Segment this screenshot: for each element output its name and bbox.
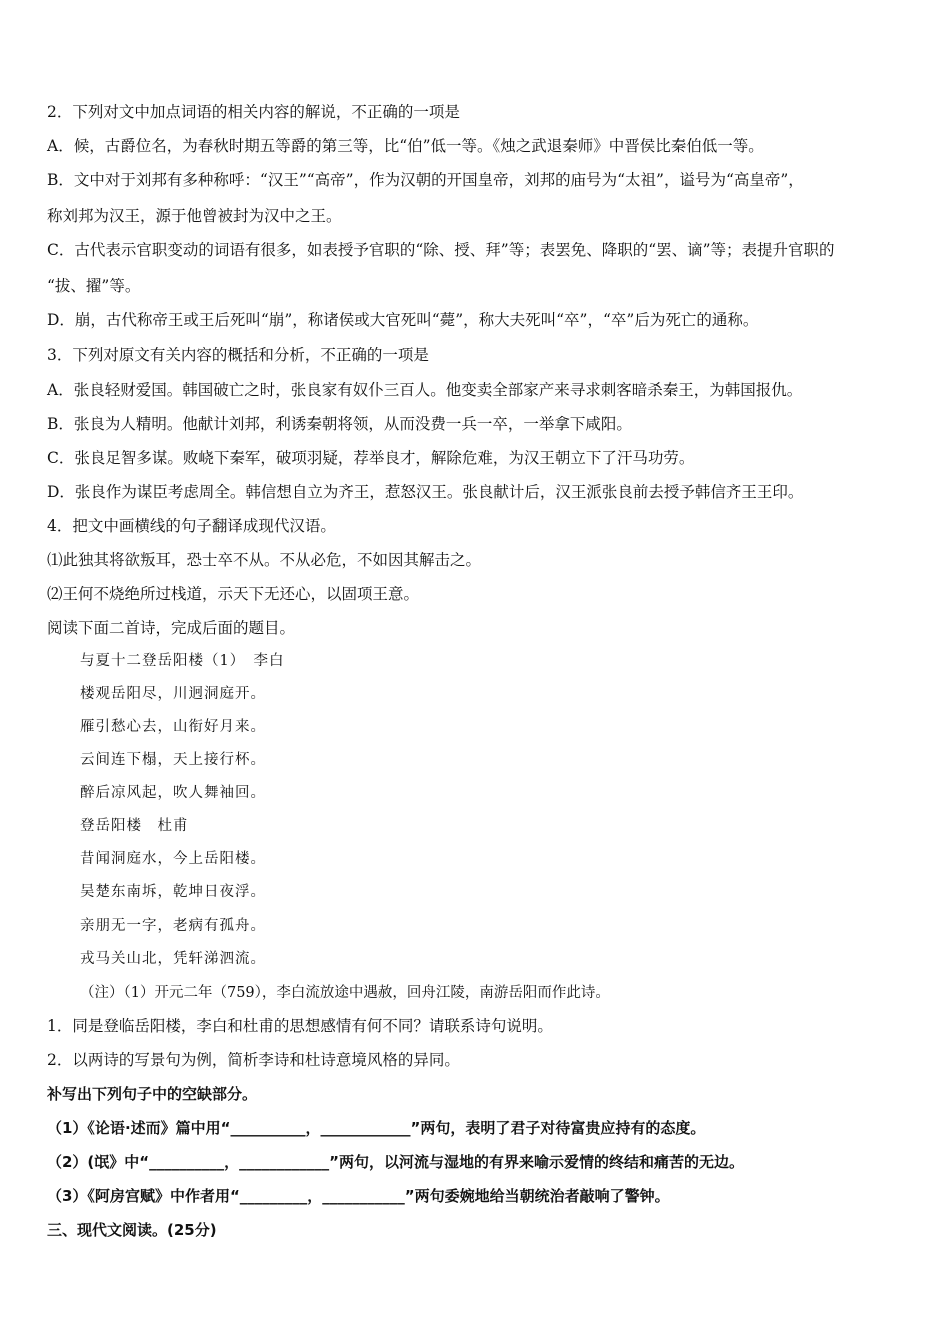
section-3-heading: 三、现代文阅读。(25分)	[47, 1221, 217, 1239]
poem1-title: 与夏十二登岳阳楼（1） 李白	[80, 653, 285, 669]
q4-stem: 4．把文中画横线的句子翻译成现代汉语。	[47, 517, 336, 535]
q2-option-a: A．候，古爵位名，为春秋时期五等爵的第三等，比“伯”低一等。《烛之武退秦师》中晋侯比秦伯低一等。	[47, 137, 764, 155]
poem-note: （注）（1）开元二年（759），李白流放途中遇赦，回舟江陵，南游岳阳而作此诗。	[80, 985, 610, 1001]
q3-option-a: A．张良轻财爱国。韩国破亡之时，张良家有奴仆三百人。他变卖全部家产来寻求刺客暗杀秦王，为韩国报仇。	[47, 381, 803, 399]
poetry-question-1: 1．同是登临岳阳楼，李白和杜甫的思想感情有何不同？请联系诗句说明。	[47, 1017, 553, 1035]
fill-item-3: （3）《阿房宫赋》中作者用“_________，___________”两句委婉地给当朝统治者敲响了警钟。	[47, 1187, 670, 1205]
poetry-intro: 阅读下面二首诗，完成后面的题目。	[47, 619, 296, 637]
q3-option-c: C．张良足智多谋。败峣下秦军，破项羽疑，荐举良才，解除危难，为汉王朝立下了汗马功劳。	[47, 449, 695, 467]
q2-option-b-cont: 称刘邦为汉王，源于他曾被封为汉中之王。	[47, 207, 342, 225]
poem2-line: 亲朋无一字，老病有孤舟。	[80, 918, 266, 934]
q2-stem: 2．下列对文中加点词语的相关内容的解说，不正确的一项是	[47, 103, 460, 121]
poem2-line: 吴楚东南坼，乾坤日夜浮。	[80, 884, 266, 900]
poem2-line: 戎马关山北，凭轩涕泗流。	[80, 951, 266, 967]
q3-option-b: B．张良为人精明。他献计刘邦，利诱秦朝将领，从而没费一兵一卒，一举拿下咸阳。	[47, 415, 632, 433]
q2-option-b: B．文中对于刘邦有多种称呼：“汉王”“高帝”，作为汉朝的开国皇帝，刘邦的庙号为“太祖”，谥号为“高皇帝”，	[47, 171, 804, 189]
poem1-line: 楼观岳阳尽，川迥洞庭开。	[80, 686, 266, 702]
q2-option-c: C．古代表示官职变动的词语有很多，如表授予官职的“除、授、拜”等；表罢免、降职的“罢、谪”等；表提升官职的	[47, 241, 835, 259]
poetry-question-2: 2．以两诗的写景句为例，简析李诗和杜诗意境风格的异同。	[47, 1051, 460, 1069]
q2-option-c-cont: “拔、擢”等。	[47, 277, 141, 295]
q4-sentence-2: ⑵王何不烧绝所过栈道，示天下无还心，以固项王意。	[47, 585, 420, 603]
fill-heading: 补写出下列句子中的空缺部分。	[47, 1085, 258, 1103]
q3-option-d: D．张良作为谋臣考虑周全。韩信想自立为齐王，惹怒汉王。张良献计后，汉王派张良前去授予韩信齐王王印。	[47, 483, 804, 501]
q3-stem: 3．下列对原文有关内容的概括和分析，不正确的一项是	[47, 346, 429, 364]
poem1-line: 醉后凉风起，吹人舞袖回。	[80, 785, 266, 801]
poem2-title: 登岳阳楼 杜甫	[80, 818, 189, 834]
q2-option-d: D．崩，古代称帝王或王后死叫“崩”，称诸侯或大官死叫“薨”，称大夫死叫“卒”，“卒”后为死亡的通称。	[47, 311, 759, 329]
poem1-line: 云间连下榻，天上接行杯。	[80, 752, 266, 768]
fill-item-2: （2）(氓》中“__________，____________”两句，以河流与湿地的有界来喻示爱情的终结和痛苦的无边。	[47, 1153, 745, 1171]
poem2-line: 昔闻洞庭水，今上岳阳楼。	[80, 851, 266, 867]
poem1-line: 雁引愁心去，山衔好月来。	[80, 719, 266, 735]
q4-sentence-1: ⑴此独其将欲叛耳，恐士卒不从。不从必危，不如因其解击之。	[47, 551, 482, 569]
fill-item-1: （1）《论语·述而》篇中用“__________，____________”两句，表明了君子对待富贵应持有的态度。	[47, 1119, 706, 1137]
